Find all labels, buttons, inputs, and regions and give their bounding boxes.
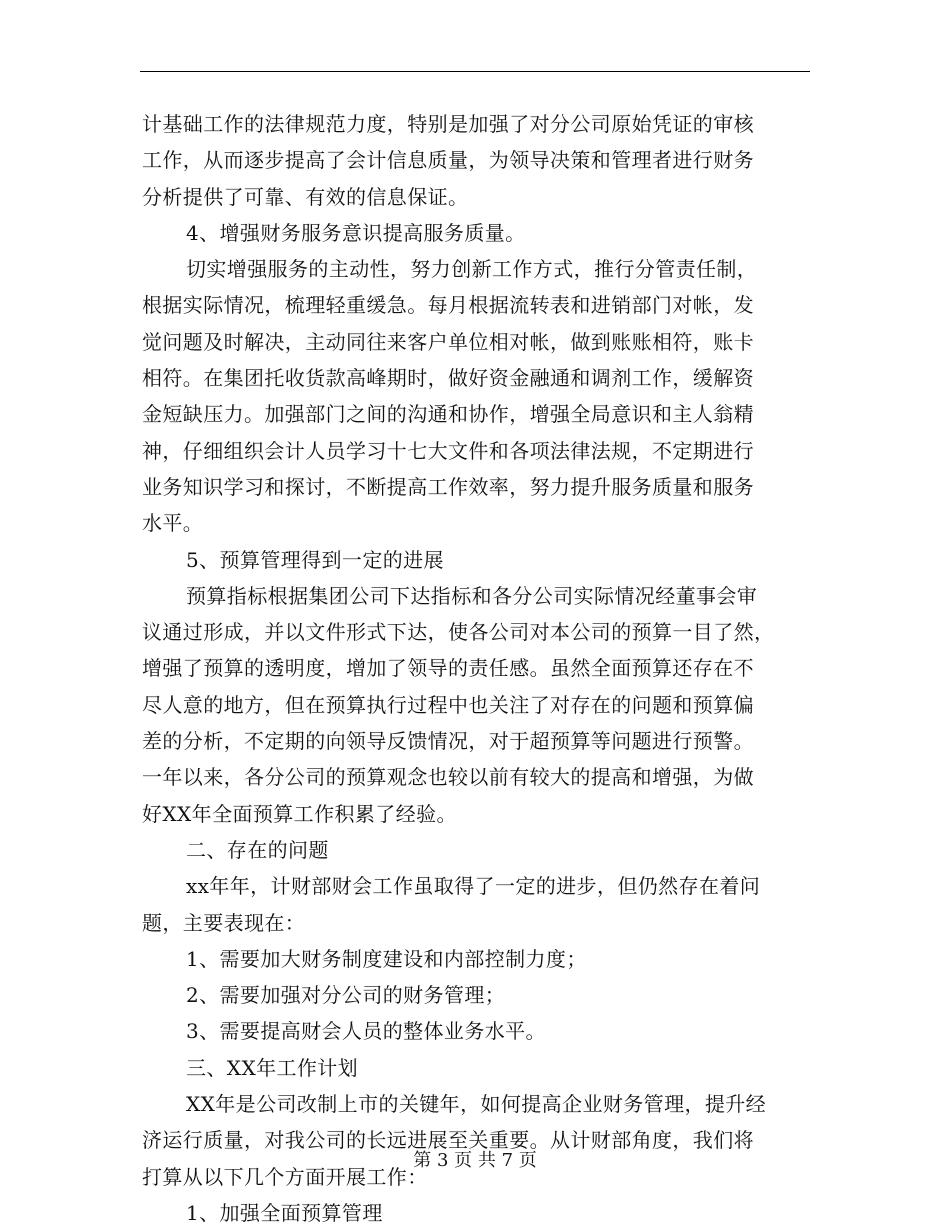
- text-line: 计基础工作的法律规范力度，特别是加强了对分公司原始凭证的审核: [142, 112, 754, 136]
- text-line: 议通过形成，并以文件形式下达，使各公司对本公司的预算一目了然，: [142, 620, 775, 645]
- text-line: 济运行质量，对我公司的长远进展至关重要。从计财部角度，我们将: [142, 1128, 754, 1153]
- text-line: xx年年，计财部财会工作虽取得了一定的进步，但仍然存在着问: [186, 874, 761, 899]
- text-line: 2、需要加强对分公司的财务管理；: [186, 983, 506, 1008]
- text-line: 业务知识学习和探讨，不断提高工作效率，努力提升服务质量和服务: [142, 474, 754, 499]
- text-line: 4、增强财务服务意识提高服务质量。: [186, 220, 526, 245]
- text-line: 一年以来，各分公司的预算观念也较以前有较大的提高和增强，为做: [142, 765, 754, 790]
- text-line: 尽人意的地方，但在预算执行过程中也关注了对存在的问题和预算偏: [142, 692, 754, 717]
- text-line: 三、XX年工作计划: [186, 1055, 359, 1080]
- text-line: 切实增强服务的主动性，努力创新工作方式，推行分管责任制，: [186, 257, 758, 282]
- text-line: 金短缺压力。加强部门之间的沟通和协作，增强全局意识和主人翁精: [142, 402, 754, 427]
- text-line: 二、存在的问题: [186, 837, 329, 862]
- text-line: 神，仔细组织会计人员学习十七大文件和各项法律法规，不定期进行: [142, 438, 754, 463]
- text-line: 水平。: [142, 511, 204, 536]
- text-line: 好XX年全面预算工作积累了经验。: [142, 801, 457, 826]
- text-line: 1、需要加大财务制度建设和内部控制力度；: [186, 946, 587, 971]
- header-rule: [140, 71, 810, 72]
- text-line: 3、需要提高财会人员的整体业务水平。: [186, 1019, 546, 1044]
- text-line: 预算指标根据集团公司下达指标和各分公司实际情况经董事会审: [186, 583, 758, 608]
- text-line: 分析提供了可靠、有效的信息保证。: [142, 184, 469, 209]
- text-line: XX年是公司改制上市的关键年，如何提高企业财务管理，提升经: [186, 1092, 767, 1117]
- text-line: 题，主要表现在：: [142, 910, 306, 935]
- page-footer: 第 3 页 共 7 页: [413, 1150, 537, 1171]
- text-line: 差的分析，不定期的向领导反馈情况，对于超预算等问题进行预警。: [142, 729, 754, 754]
- text-line: 工作，从而逐步提高了会计信息质量，为领导决策和管理者进行财务: [142, 148, 754, 173]
- text-line: 觉问题及时解决，主动同往来客户单位相对帐，做到账账相符，账卡: [142, 329, 754, 354]
- text-line: 打算从以下几个方面开展工作：: [142, 1164, 428, 1189]
- text-line: 相符。在集团托收货款高峰期时，做好资金融通和调剂工作，缓解资: [142, 366, 754, 391]
- text-line: 1、加强全面预算管理: [186, 1200, 383, 1225]
- text-line: 5、预算管理得到一定的进展: [186, 547, 444, 572]
- text-line: 增强了预算的透明度，增加了领导的责任感。虽然全面预算还存在不: [142, 656, 754, 681]
- text-line: 根据实际情况，梳理轻重缓急。每月根据流转表和进销部门对帐，发: [142, 293, 754, 318]
- document-body: [142, 106, 810, 1231]
